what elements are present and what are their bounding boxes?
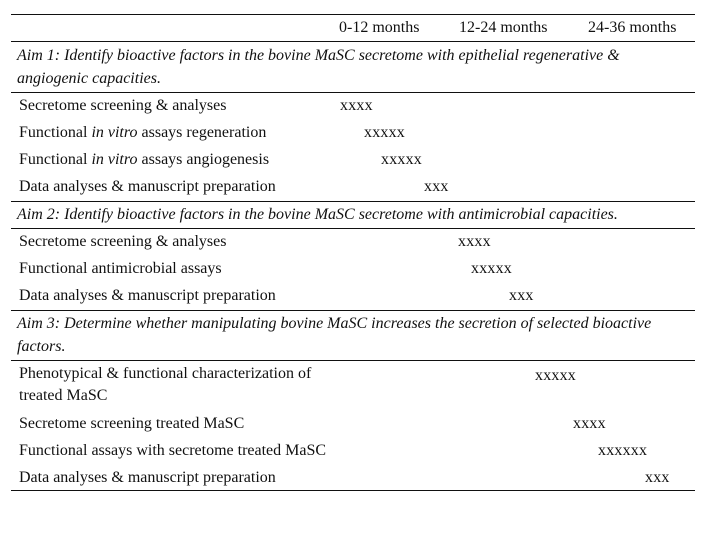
task-row-marks: xxxxx [381,151,422,168]
task-row-label: Data analyses & manuscript preparation [19,469,276,486]
aim-3-title: Aim 3: Determine whether manipulating bovine MaSC increases the secretion of selected bioactive factors. [17,315,652,355]
aim-3-top-rule [11,310,695,311]
task-row-marks: xxx [645,469,670,486]
task-row-marks: xxxxx [535,367,576,384]
task-row-label: Secretome screening & analyses [19,233,227,250]
task-row-marks: xxxx [458,233,491,250]
aim-1-rule [11,92,695,93]
task-row-label: Data analyses & manuscript preparation [19,287,276,304]
task-row-label: Phenotypical & functional characterization of treated MaSC [19,365,312,404]
header-col-0-12: 0-12 months [339,19,420,36]
task-row-marks: xxxxx [364,124,405,141]
table-bottom-rule [11,490,695,491]
task-row-label: Secretome screening & analyses [19,97,227,114]
task-row-marks: xxxx [340,97,373,114]
task-row-marks: xxxxx [471,260,512,277]
table-top-rule [11,14,695,15]
aim-2-top-rule [11,201,695,202]
aim-2-rule [11,228,695,229]
header-col-12-24: 12-24 months [459,19,548,36]
task-row-label: Functional in vitro assays regeneration [19,124,267,141]
task-row-marks: xxx [424,178,449,195]
task-row-marks: xxx [509,287,534,304]
task-row-marks: xxxx [573,415,606,432]
task-row-label: Functional antimicrobial assays [19,260,222,277]
aim-2-title: Aim 2: Identify bioactive factors in the bovine MaSC secretome with antimicrobial capacities. [17,206,618,223]
task-row-label: Secretome screening treated MaSC [19,415,245,432]
header-rule [11,41,695,42]
aim-3-rule [11,360,695,361]
task-row-marks: xxxxxx [598,442,648,459]
aim-1-title: Aim 1: Identify bioactive factors in the bovine MaSC secretome with epithelial regenerative & angiogenic capacities. [17,47,620,87]
header-col-24-36: 24-36 months [588,19,677,36]
task-row-label: Functional in vitro assays angiogenesis [19,151,270,168]
task-row-label: Data analyses & manuscript preparation [19,178,276,195]
task-row-label: Functional assays with secretome treated MaSC [19,442,327,459]
